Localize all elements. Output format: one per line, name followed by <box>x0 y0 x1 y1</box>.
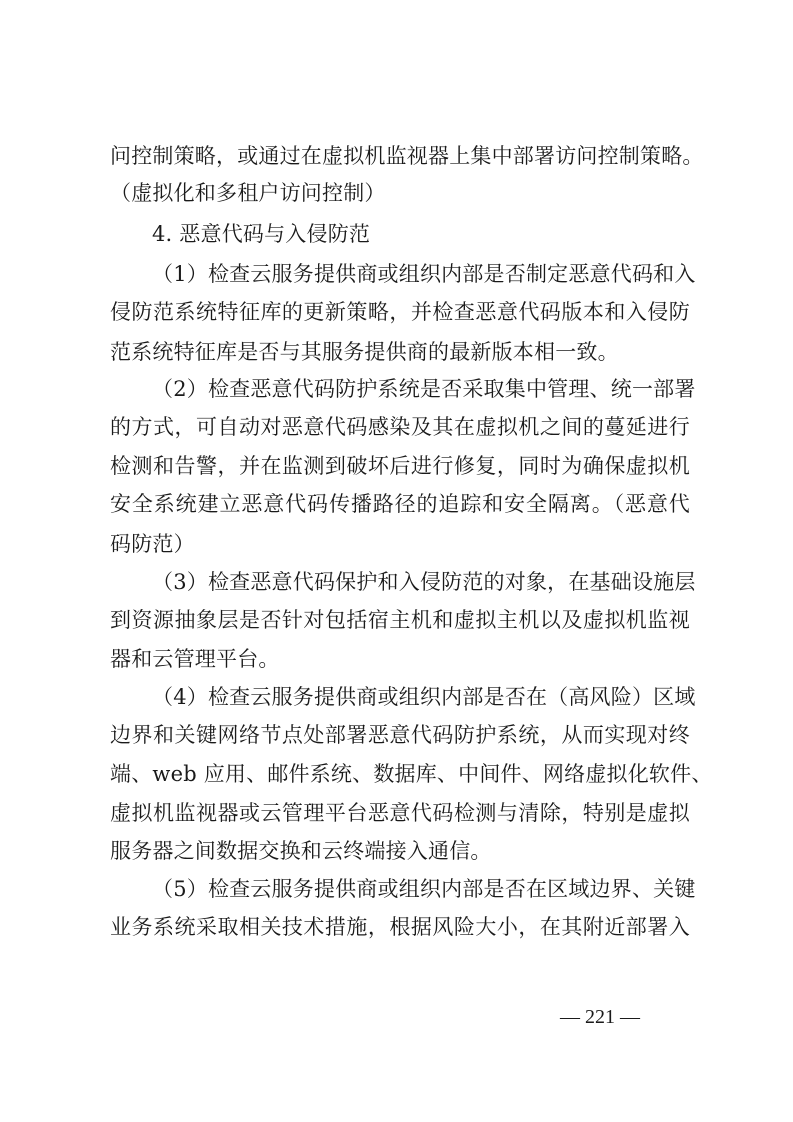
body-line-12: （3）检查恶意代码保护和入侵防范的对象，在基础设施层 <box>152 570 696 594</box>
body-line-13: 到资源抽象层是否针对包括宿主机和虚拟主机以及虚拟机监视 <box>110 608 690 632</box>
body-line-2: （虚拟化和多租户访问控制） <box>110 181 386 205</box>
body-line-8: 的方式，可自动对恶意代码感染及其在虚拟机之间的蔓延进行 <box>110 415 690 439</box>
body-line-20: （5）检查云服务提供商或组织内部是否在区域边界、关键 <box>152 877 696 901</box>
body-line-1: 问控制策略，或通过在虚拟机监视器上集中部署访问控制策略。 <box>110 144 704 168</box>
body-line-10: 安全系统建立恶意代码传播路径的追踪和安全隔离。（恶意代 <box>110 492 690 516</box>
body-line-5: 侵防范系统特征库的更新策略，并检查恶意代码版本和入侵防 <box>110 300 690 324</box>
body-line-21: 业务系统采取相关技术措施，根据风险大小，在其附近部署入 <box>110 915 690 939</box>
body-line-7: （2）检查恶意代码防护系统是否采取集中管理、统一部署 <box>152 377 696 401</box>
body-line-18: 虚拟机监视器或云管理平台恶意代码检测与清除，特别是虚拟 <box>110 801 690 825</box>
body-line-9: 检测和告警，并在监测到破坏后进行修复，同时为确保虚拟机 <box>110 454 690 478</box>
body-line-11: 码防范） <box>110 532 195 556</box>
section-heading: 4. 恶意代码与入侵防范 <box>152 222 371 246</box>
body-line-14: 器和云管理平台。 <box>110 647 280 671</box>
body-line-15: （4）检查云服务提供商或组织内部是否在（高风险）区域 <box>152 685 696 709</box>
body-line-16: 边界和关键网络节点处部署恶意代码防护系统，从而实现对终 <box>110 723 690 747</box>
body-line-19: 服务器之间数据交换和云终端接入通信。 <box>110 839 492 863</box>
body-line-6: 范系统特征库是否与其服务提供商的最新版本相一致。 <box>110 340 619 364</box>
page-number: — 221 — <box>560 1006 640 1028</box>
body-line-17: 端、web 应用、邮件系统、数据库、中间件、网络虚拟化软件、 <box>110 762 713 786</box>
body-line-4: （1）检查云服务提供商或组织内部是否制定恶意代码和入 <box>152 262 696 286</box>
